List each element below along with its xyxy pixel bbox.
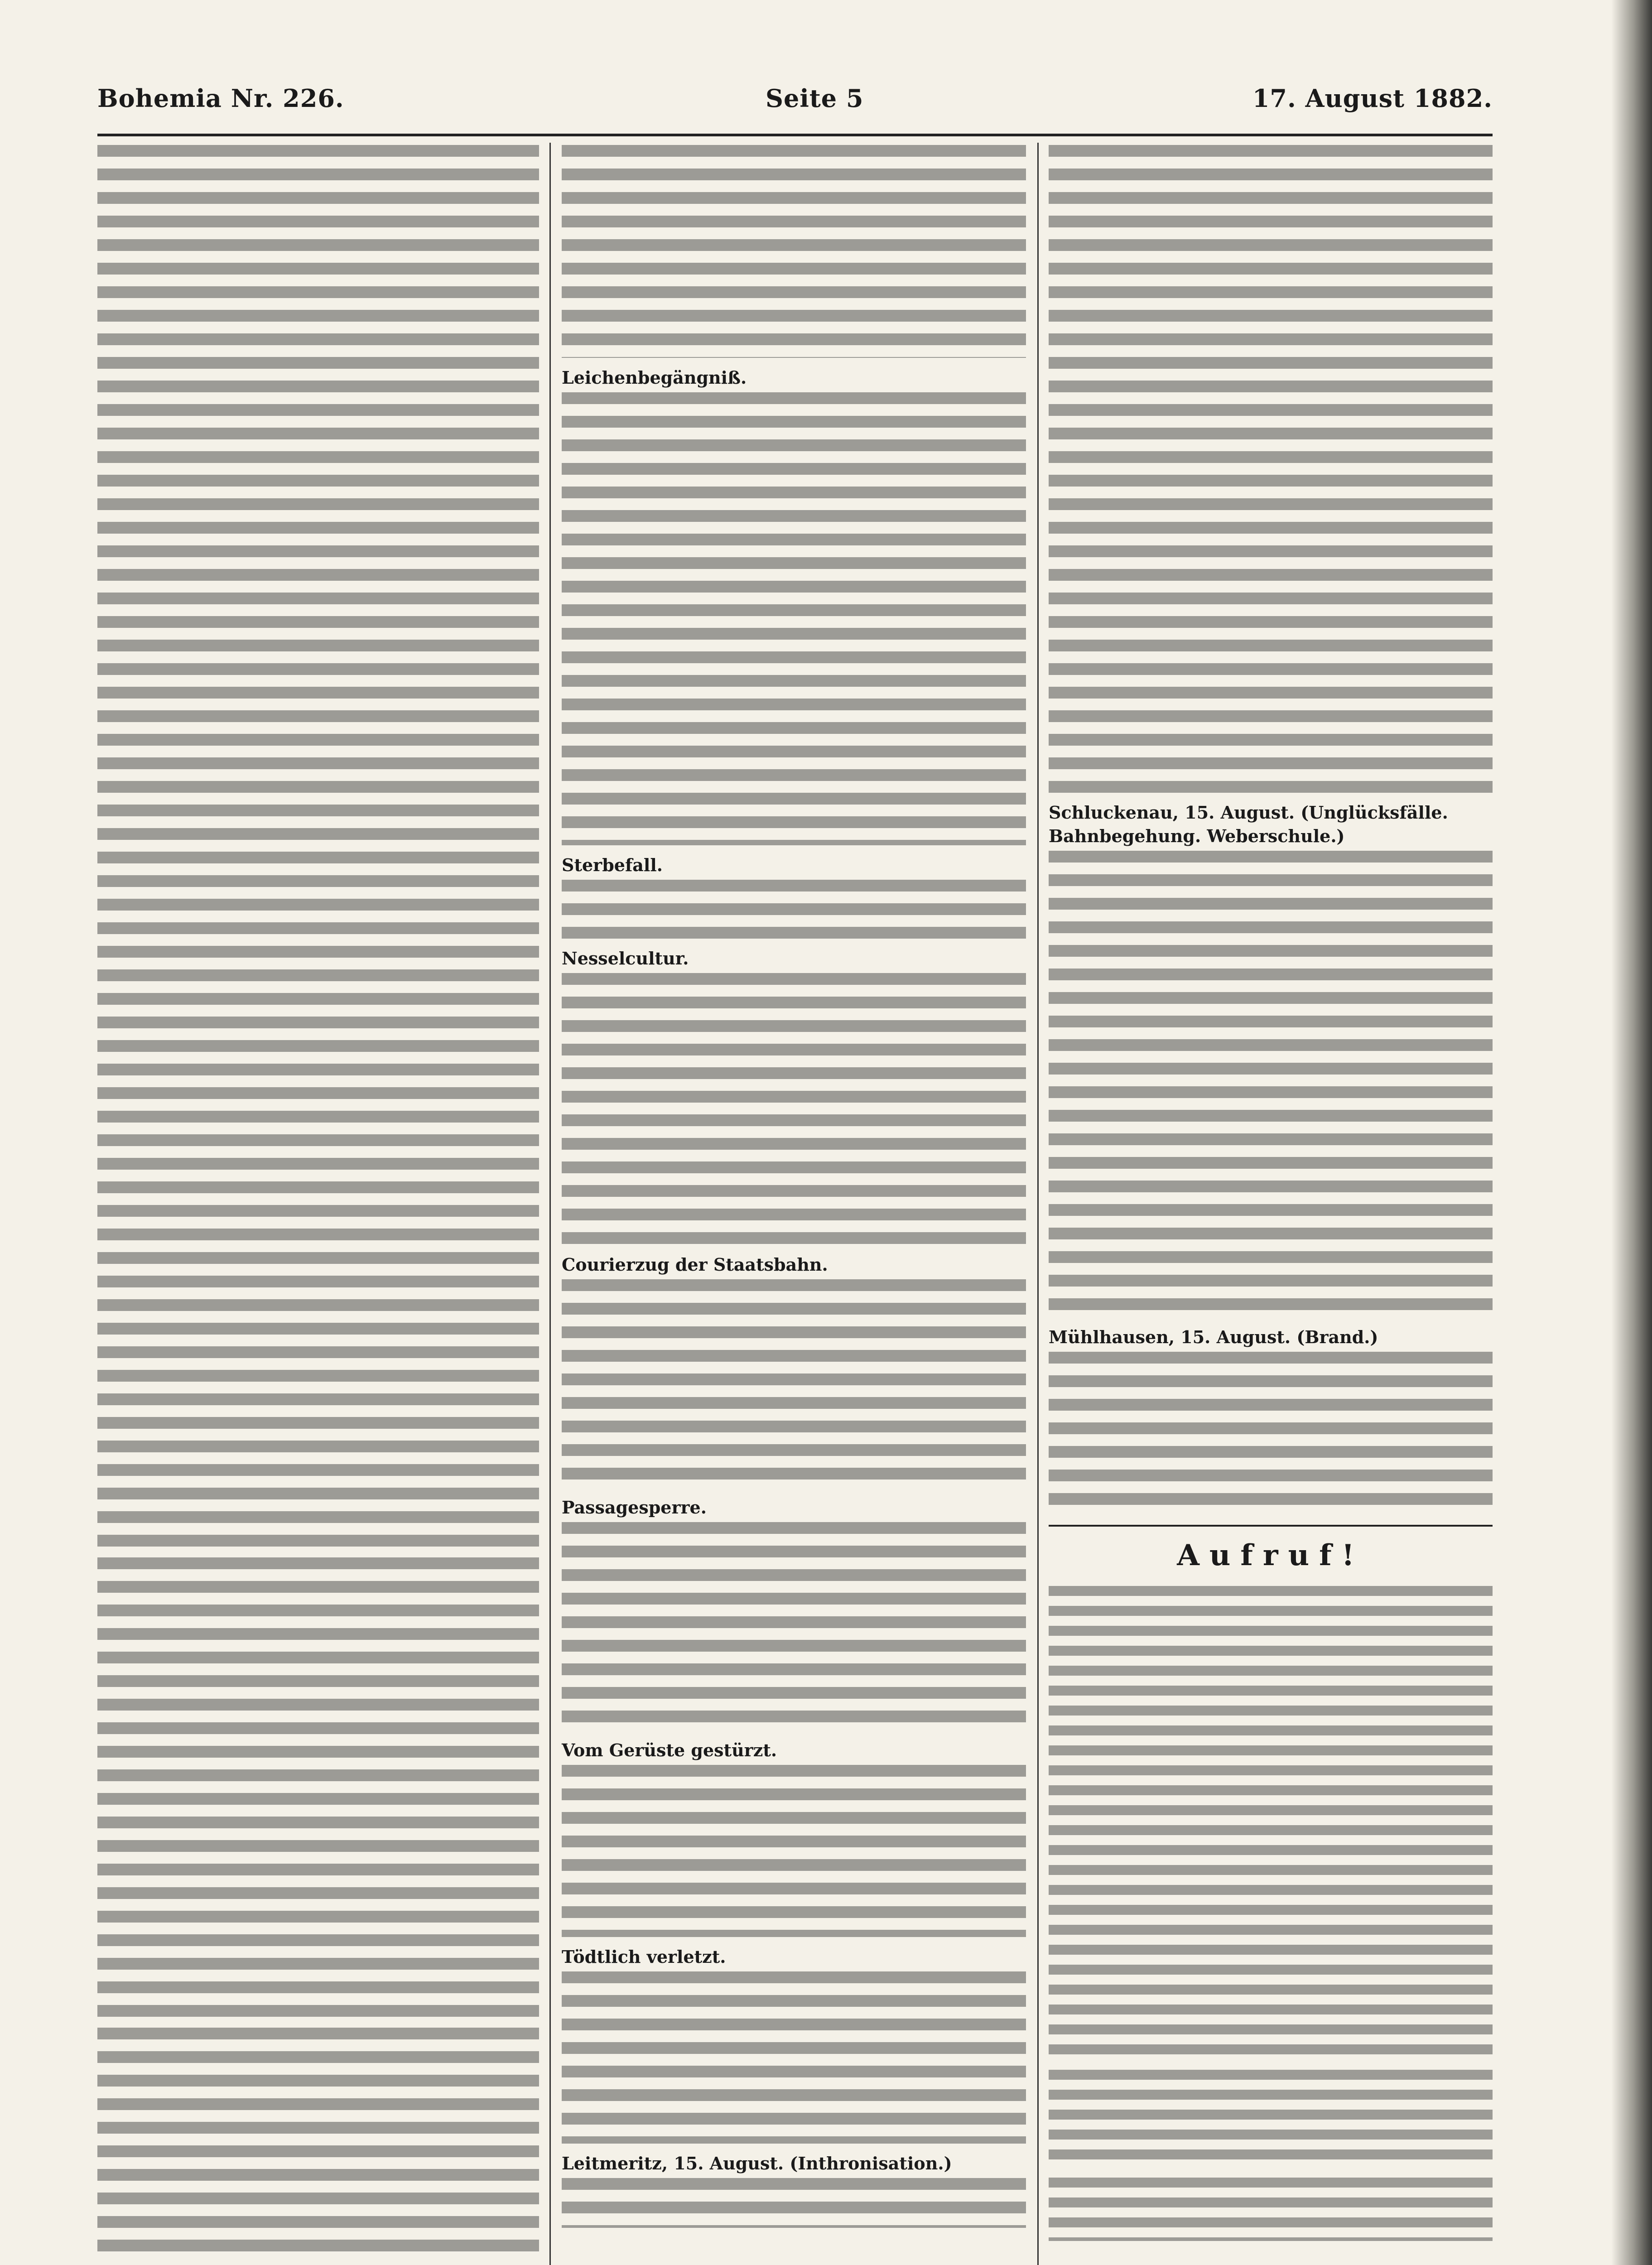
appeal-paragraph <box>1049 2070 1493 2169</box>
article-notice <box>562 1496 1026 1730</box>
illegible-text-block <box>1049 1586 1493 2062</box>
notice-heading: Tödtlich verletzt. <box>562 1947 726 1967</box>
article-paragraph <box>97 2028 539 2263</box>
issue-date: 17. August 1882. <box>1252 84 1493 113</box>
article-notice <box>562 947 1026 1245</box>
column-divider <box>1037 143 1039 2265</box>
illegible-text-block <box>1049 145 1493 793</box>
article-notice <box>1049 1325 1493 1515</box>
appeal-paragraph <box>1049 2178 1493 2241</box>
column-2 <box>562 145 1026 2265</box>
illegible-text-block <box>1049 2070 1493 2169</box>
notice-heading: Passagesperre. <box>562 1497 707 1518</box>
article-paragraph <box>1049 145 1493 793</box>
header-rule <box>97 134 1493 136</box>
illegible-text-block <box>562 1971 1026 2144</box>
illegible-text-block <box>562 1765 1026 1937</box>
section-rule <box>1049 1525 1493 1527</box>
notice-heading: Leitmeritz, 15. August. (Inthronisation.) <box>562 2153 952 2173</box>
notice-heading: Mühlhausen, 15. August. (Brand.) <box>1049 1327 1378 1347</box>
notice-heading: Leichenbegängniß. <box>562 367 747 388</box>
masthead-issue: Bohemia Nr. 226. <box>97 84 344 113</box>
column-divider <box>549 143 551 2265</box>
page-number: Seite 5 <box>766 84 864 113</box>
article-notice <box>562 853 1026 939</box>
illegible-text-block <box>97 2028 539 2263</box>
article-notice <box>562 1739 1026 1937</box>
notice-heading: Sterbefall. <box>562 855 663 875</box>
article-paragraph <box>97 145 539 1549</box>
illegible-text-block <box>1049 851 1493 1317</box>
notice-heading: Courierzug der Staatsbahn. <box>562 1254 828 1275</box>
article-paragraph <box>97 1557 539 2019</box>
illegible-text-block <box>562 1522 1026 1730</box>
appeal-paragraph <box>1049 1586 1493 2062</box>
illegible-text-block <box>562 145 1026 358</box>
article-notice <box>1049 801 1493 1317</box>
illegible-text-block <box>97 145 539 1549</box>
illegible-text-block <box>562 1279 1026 1488</box>
article-notice <box>562 2152 1026 2228</box>
illegible-text-block <box>1049 2178 1493 2241</box>
scan-edge <box>1611 0 1652 2265</box>
illegible-text-block <box>562 2178 1026 2228</box>
illegible-text-block <box>562 392 1026 845</box>
article-notice <box>562 1945 1026 2144</box>
illegible-text-block <box>562 880 1026 939</box>
notice-heading: Vom Gerüste gestürzt. <box>562 1740 777 1760</box>
article-notice <box>562 1253 1026 1488</box>
notice-heading: Nesselcultur. <box>562 948 689 969</box>
column-3 <box>1049 145 1493 2265</box>
illegible-text-block <box>562 973 1026 1245</box>
appeal-title: Aufruf! <box>1177 1538 1364 1572</box>
column-1 <box>97 145 539 2265</box>
article-paragraph <box>562 145 1026 358</box>
illegible-text-block <box>97 1557 539 2019</box>
article-notice <box>562 366 1026 845</box>
notice-heading: Schluckenau, 15. August. (Unglücksfälle. Bahnbegehung. Weberschule.) <box>1049 802 1448 846</box>
illegible-text-block <box>1049 1352 1493 1515</box>
page-header <box>97 84 1493 125</box>
